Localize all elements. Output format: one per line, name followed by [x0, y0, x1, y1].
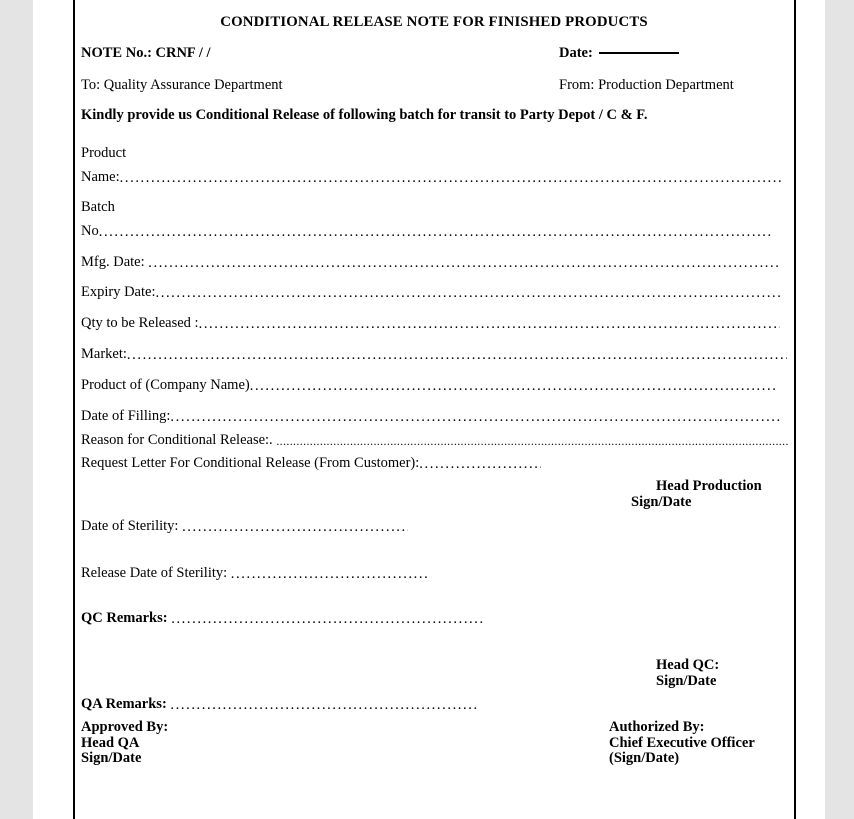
signature-head-qc-signdate: Sign/Date: [656, 672, 717, 689]
field-reason-conditional-release-label: Reason for Conditional Release:.: [81, 432, 277, 448]
signature-head-production-signdate: Sign/Date: [631, 493, 692, 510]
request-statement: Kindly provide us Conditional Release of following batch for transit to Party Depot / C & F.: [81, 107, 648, 123]
from-label: From: Production Department: [559, 77, 734, 93]
field-company-name[interactable]: [81, 377, 777, 393]
signature-authorized-by-title: Authorized By:: [609, 719, 705, 735]
document-content: [81, 0, 791, 819]
field-date-of-sterility-label: Date of Sterility:: [81, 518, 183, 534]
field-release-date-of-sterility[interactable]: [81, 565, 429, 581]
field-request-letter-leader: [419, 458, 541, 470]
field-expiry-date-label: Expiry Date:: [81, 284, 156, 300]
field-date-of-filling-label: Date of Filling:: [81, 408, 171, 424]
field-request-letter[interactable]: [81, 455, 541, 471]
field-batch-no[interactable]: [81, 223, 772, 239]
to-label: To: Quality Assurance Department: [81, 77, 283, 93]
field-date-of-sterility[interactable]: [81, 518, 408, 534]
date-field-row: [559, 45, 679, 61]
field-batch-no-leader: [99, 226, 772, 238]
signature-authorized-by-signdate: (Sign/Date): [609, 750, 680, 766]
field-reason-conditional-release[interactable]: [81, 432, 789, 448]
field-mfg-date[interactable]: [81, 254, 779, 270]
field-mfg-date-leader: [148, 257, 779, 269]
field-qc-remarks-label: QC Remarks:: [81, 610, 172, 626]
field-date-of-filling-leader: [170, 411, 781, 423]
document-title: CONDITIONAL RELEASE NOTE FOR FINISHED PRODUCTS: [220, 14, 648, 30]
field-market[interactable]: [81, 346, 787, 362]
field-request-letter-label: Request Letter For Conditional Release (From Customer):: [81, 455, 420, 471]
signature-approved-by-title: Approved By:: [81, 719, 169, 735]
signature-authorized-by: [609, 720, 755, 767]
field-qa-remarks-label: QA Remarks:: [81, 696, 171, 712]
field-market-label: Market:: [81, 346, 127, 362]
field-qty-released[interactable]: [81, 315, 780, 331]
field-date-of-sterility-leader: [182, 521, 408, 533]
field-product-label: Product: [81, 145, 127, 161]
signature-approved-by: [81, 720, 168, 767]
signature-head-production: [631, 479, 762, 510]
signature-approved-by-signdate: Sign/Date: [81, 750, 142, 766]
field-qty-released-leader: [199, 318, 780, 330]
document-frame-left-rule: [73, 0, 75, 819]
date-label: Date:: [559, 45, 593, 61]
date-input-blank[interactable]: [599, 52, 679, 54]
left-page-margin: [0, 0, 33, 819]
document-frame-right-rule: [794, 0, 796, 819]
field-product-name-label: Name:: [81, 169, 120, 185]
field-qty-released-label: Qty to be Released :: [81, 315, 199, 331]
field-qc-remarks[interactable]: [81, 610, 483, 626]
field-expiry-date-leader: [156, 287, 782, 299]
document-page: [33, 0, 825, 819]
field-mfg-date-label: Mfg. Date:: [81, 254, 149, 270]
signature-head-production-title: Head Production: [656, 478, 762, 494]
field-reason-conditional-release-leader: [276, 435, 789, 447]
field-market-leader: [127, 349, 787, 361]
field-product-name[interactable]: [81, 169, 784, 185]
signature-head-qc-title: Head QC:: [656, 657, 720, 673]
field-date-of-filling[interactable]: [81, 408, 781, 424]
field-qa-remarks-leader: [170, 699, 478, 711]
field-expiry-date[interactable]: [81, 284, 781, 300]
right-page-margin: [825, 0, 854, 819]
signature-approved-by-role: Head QA: [81, 734, 140, 751]
field-company-name-label: Product of (Company Name): [81, 377, 250, 393]
field-company-name-leader: [250, 380, 777, 392]
field-batch-no-label: No: [81, 223, 99, 239]
field-release-date-of-sterility-label: Release Date of Sterility:: [81, 565, 231, 581]
field-qc-remarks-leader: [171, 613, 483, 625]
note-number-label: NOTE No.: CRNF / /: [81, 45, 211, 61]
signature-head-qc: [656, 658, 719, 689]
field-qa-remarks[interactable]: [81, 696, 478, 712]
field-release-date-of-sterility-leader: [231, 568, 429, 580]
field-batch-label: Batch: [81, 199, 115, 215]
signature-authorized-by-role: Chief Executive Officer: [609, 734, 755, 751]
field-product-name-leader: [120, 172, 784, 184]
